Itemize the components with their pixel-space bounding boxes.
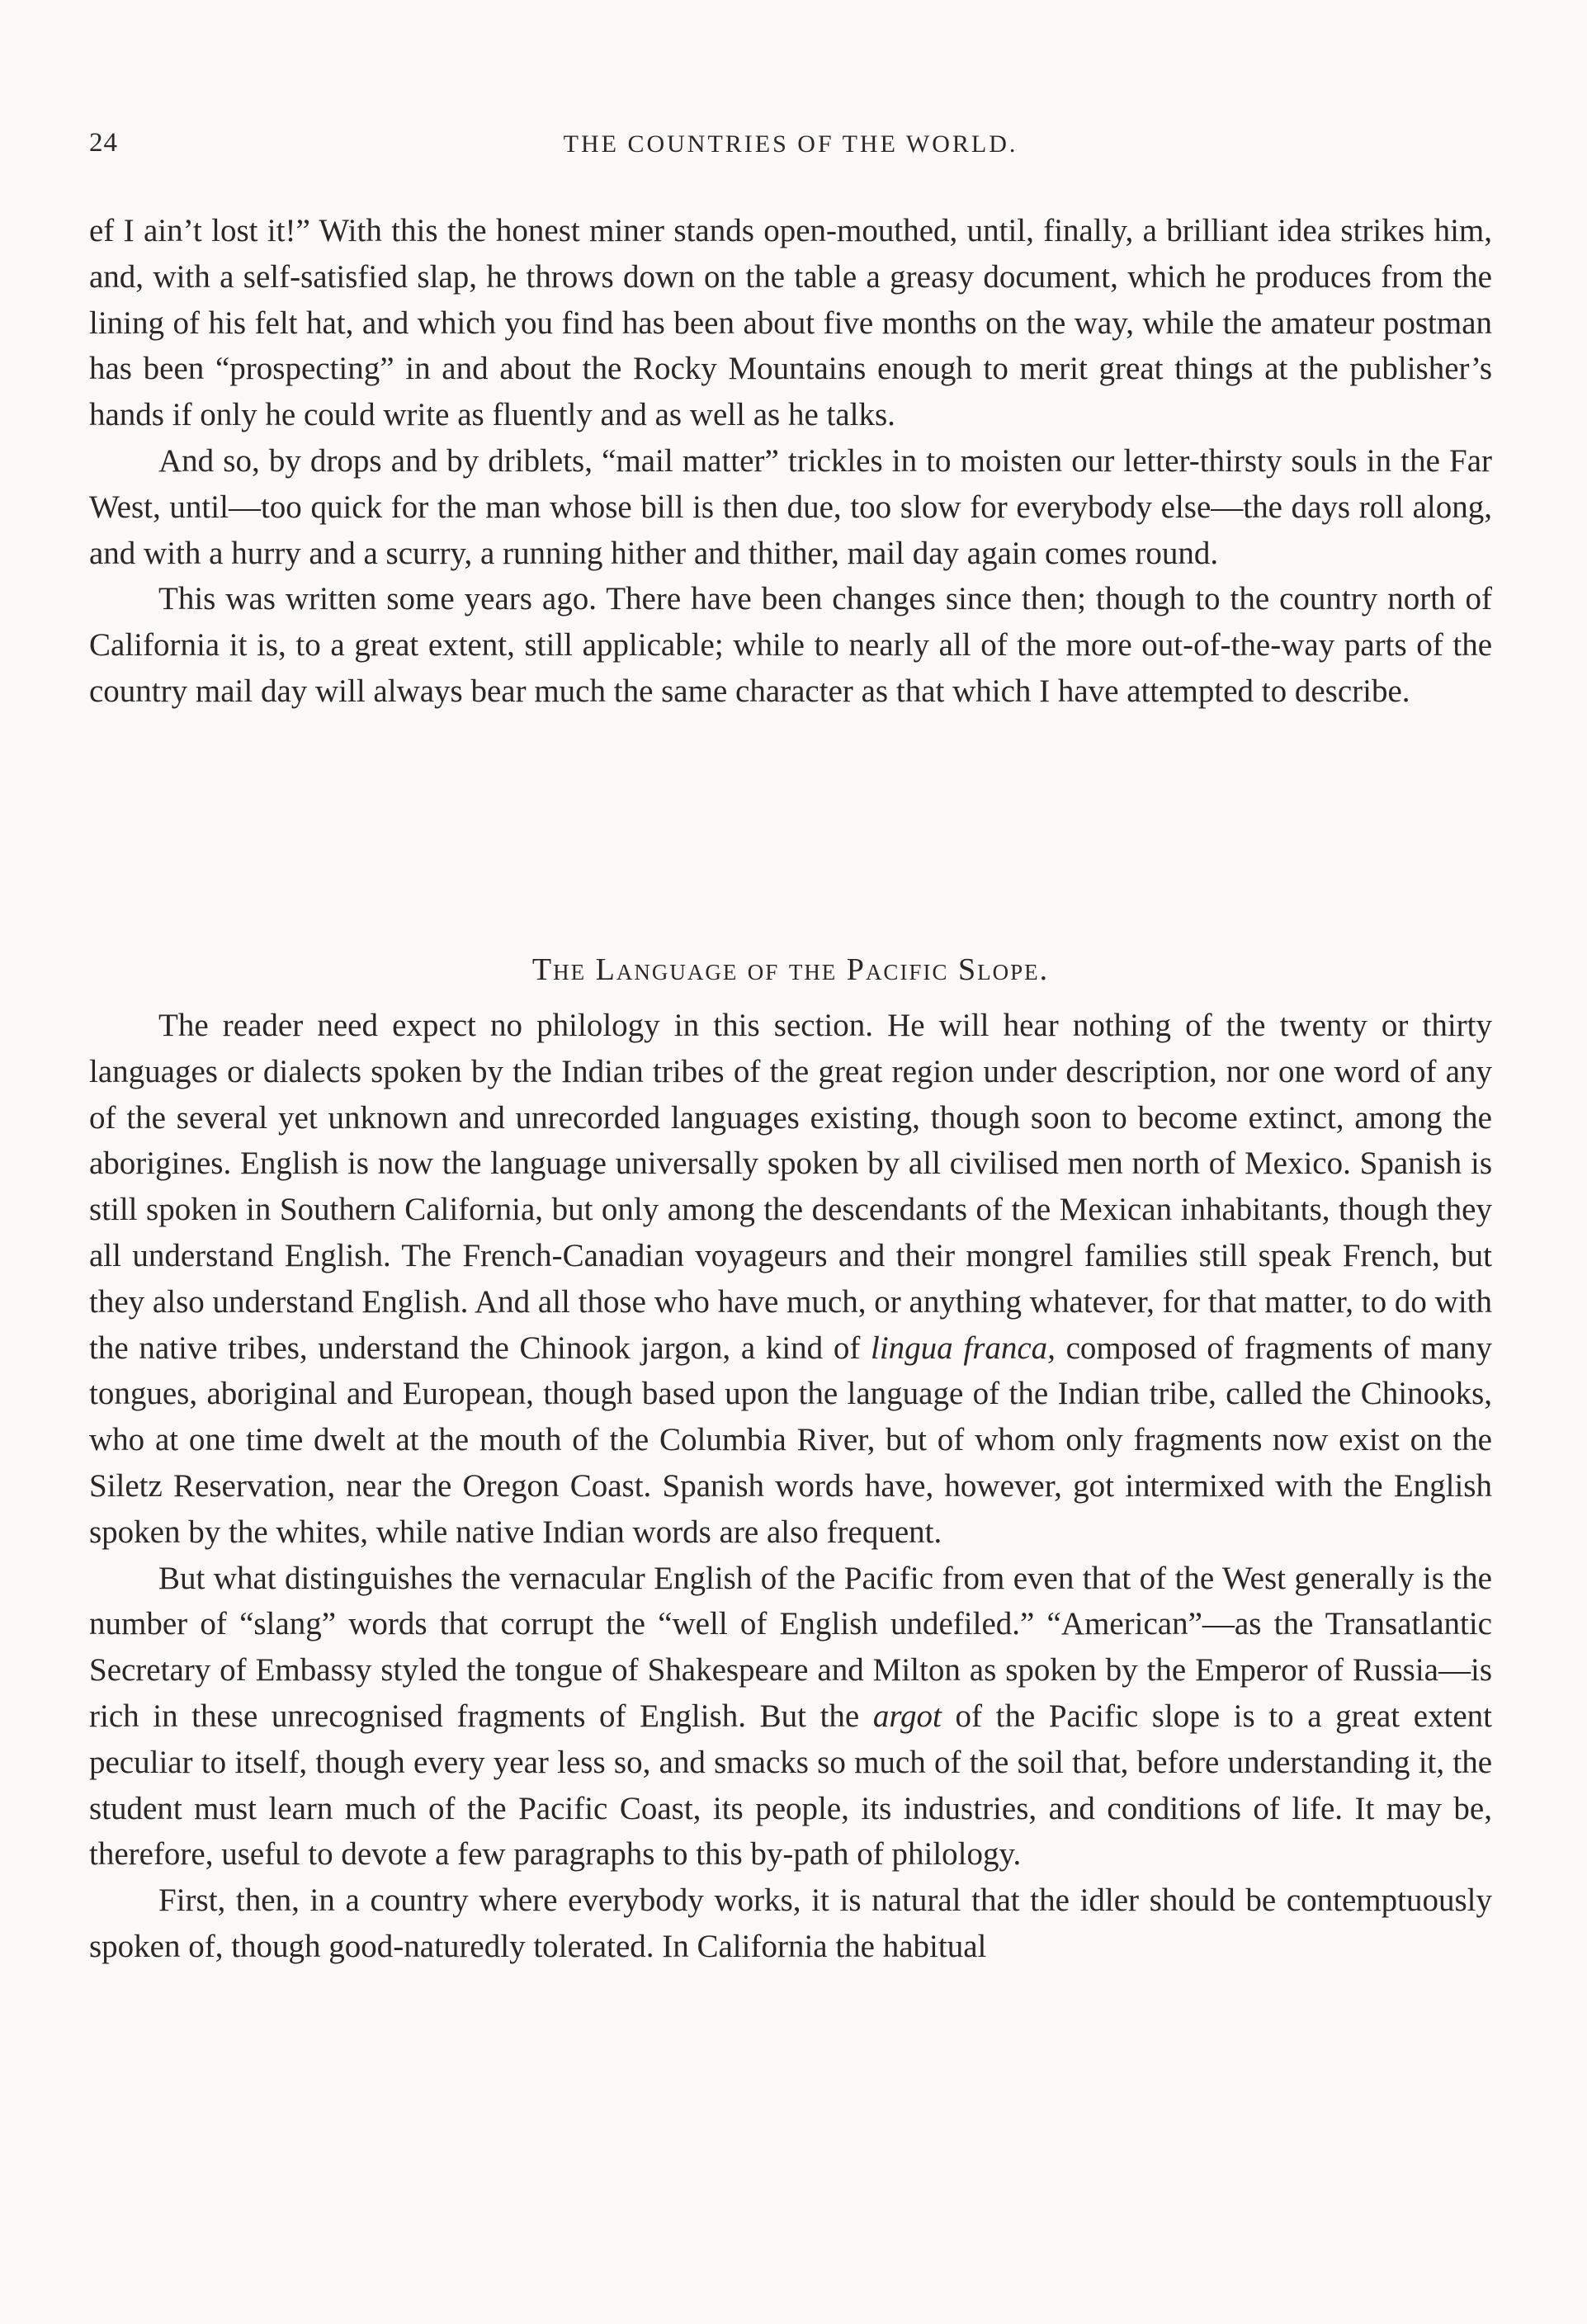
italic-term: argot bbox=[872, 1698, 942, 1734]
paragraph: This was written some years ago. There have been changes since then; though to the country north of California it is, to a great extent, still applicable; while to nearly all of the more out-of-the-way parts of the country mail day will always bear much the same character as that which I have attempted to describe. bbox=[89, 581, 1492, 709]
paragraph-text: of the Pacific slope is to a great extent peculiar to itself, though every year less so, and smacks so much of the soil that, before understanding it, the student must learn much of the Pacific Coast, its people, its industries, and conditions of life. It may be, therefore, useful to devote a few paragraphs to this by-path of philology. bbox=[89, 1698, 1492, 1873]
paragraph bbox=[89, 1556, 1492, 1878]
paragraph: First, then, in a country where everybody works, it is natural that the idler should be contemptuously spoken of, though good-naturedly tolerated. In California the habitual bbox=[89, 1882, 1492, 1964]
paragraph: And so, by drops and by driblets, “mail matter” trickles in to moisten our letter-thirsty souls in the Far West, until—too quick for the man whose bill is then due, too slow for everybody else—the days roll along, and with a hurry and a scurry, a running hither and thither, mail day again comes round. bbox=[89, 442, 1492, 571]
paragraph-text: The reader need expect no philology in this section. He will hear nothing of the twenty or thirty languages or dialects spoken by the Indian tribes of the great region under description, nor one word of any of the several yet unknown and unrecorded languages existing, though soon to become extinct, among the aborigines. English is now the language universally spoken by all civilised men north of Mexico. Spanish is still spoken in Southern California, but only among the descendants of the Mexican inhabitants, though they all understand English. The French-Canadian voyageurs and their mongrel families still speak French, but they also understand English. And all those who have much, or anything whatever, for that matter, to do with the native tribes, understand the Chinook jargon, a kind of bbox=[89, 1008, 1492, 1366]
language-section-text-block bbox=[89, 1003, 1492, 1970]
page-header bbox=[89, 128, 1492, 169]
italic-term: lingua franca, bbox=[871, 1330, 1056, 1366]
paragraph-text: But what distinguishes the vernacular English of the Pacific from even that of the West generally is the number of “slang” words that corrupt the “well of English undefiled.” “American”—as the Transatlantic Secretary of Embassy styled the tongue of Shakespeare and Milton as spoken by the Emperor of Russia—is rich in these unrecognised fragments of English. But the bbox=[89, 1560, 1492, 1734]
paragraph bbox=[89, 1003, 1492, 1556]
page-number: 24 bbox=[89, 128, 118, 158]
section-heading: The Language of the Pacific Slope. bbox=[531, 952, 1050, 987]
running-title: THE COUNTRIES OF THE WORLD. bbox=[563, 130, 1018, 158]
paragraph-text: composed of fragments of many tongues, aboriginal and European, though based upon the language of the Indian tribe, called the Chinooks, who at one time dwelt at the mouth of the Columbia River, but of whom only fragments now exist on the Siletz Reservation, near the Oregon Coast. Spanish words have, however, got intermixed with the English spoken by the whites, while native Indian words are also frequent. bbox=[89, 1330, 1493, 1550]
paragraph-continued: ef I ain’t lost it!” With this the honest miner stands open-mouthed, until, finally, a brilliant idea strikes him, and, with a self-satisfied slap, he throws down on the table a greasy document, which he produces from the lining of his felt hat, and which you find has been about five months on the way, while the amateur postman has been “prospecting” in and about the Rocky Mountains enough to merit great things at the publisher’s hands if only he could write as fluently and as well as he talks. bbox=[89, 213, 1492, 433]
mail-day-text-block bbox=[89, 208, 1492, 715]
